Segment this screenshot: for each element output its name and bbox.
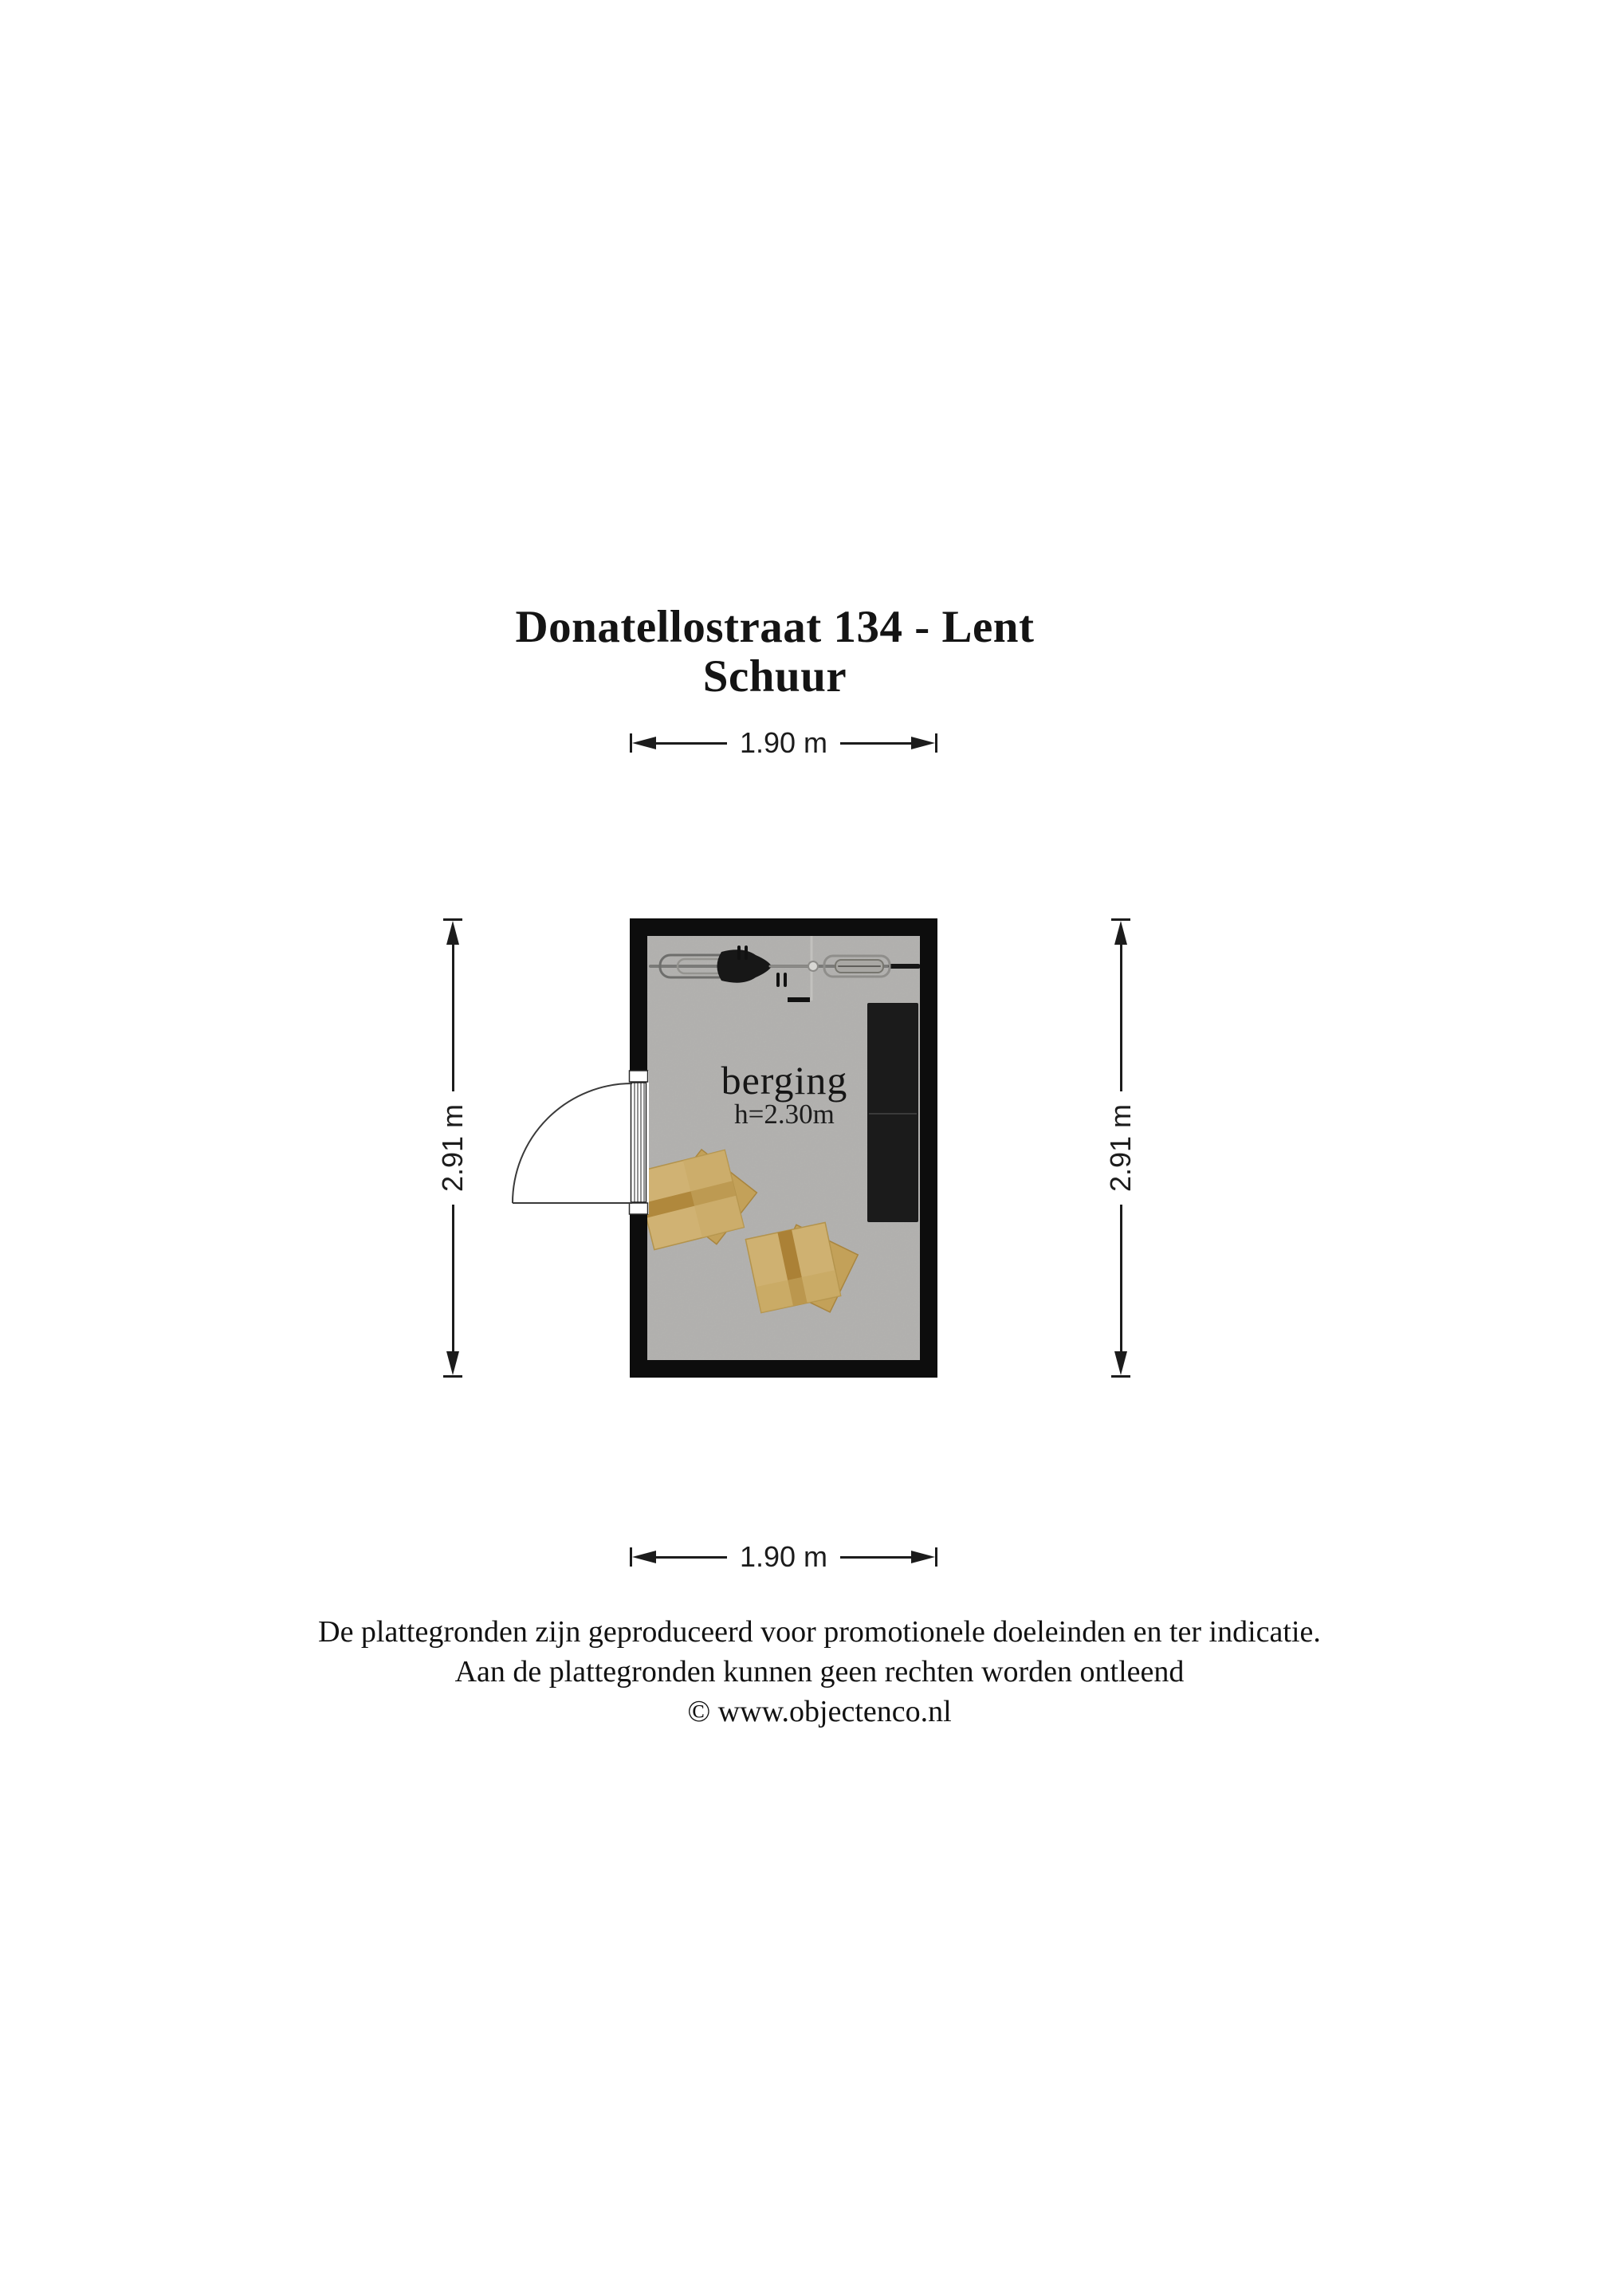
dimension-line <box>840 1556 911 1559</box>
dimension-line <box>656 742 727 745</box>
title-address: Donatellostraat 134 - Lent <box>515 602 1035 652</box>
dimension-line <box>840 742 911 745</box>
arrowhead-left-icon <box>632 737 656 749</box>
dimension-label: 2.91 m <box>1104 1103 1137 1193</box>
dimension-line <box>1120 945 1122 1091</box>
dimension-left <box>435 918 470 1378</box>
dimension-top <box>630 725 937 761</box>
dimension-end-tick <box>1111 1375 1130 1378</box>
dimension-end-tick <box>443 918 462 921</box>
disclaimer <box>318 1612 1321 1732</box>
dimension-end-tick <box>443 1375 462 1378</box>
page-title <box>516 603 1035 701</box>
arrowhead-down-icon <box>446 1351 459 1375</box>
dimension-line <box>1120 1205 1122 1351</box>
arrowhead-up-icon <box>446 921 459 945</box>
disclaimer-line-1: De plattegronden zijn geproduceerd voor promotionele doeleinden en ter indicatie. <box>318 1615 1321 1649</box>
dimension-end-tick <box>1111 918 1130 921</box>
arrowhead-right-icon <box>911 1551 935 1563</box>
dimension-line <box>452 945 454 1091</box>
dimension-label: 1.90 m <box>739 1540 828 1573</box>
arrowhead-left-icon <box>632 1551 656 1563</box>
cabinet <box>867 1003 918 1222</box>
copyright-line: © www.objectenco.nl <box>687 1695 952 1729</box>
title-floor: Schuur <box>702 651 847 702</box>
dimension-line <box>452 1205 454 1351</box>
dimension-label: 2.91 m <box>436 1103 469 1193</box>
dimension-line <box>656 1556 727 1559</box>
floorplan-drawing <box>478 902 957 1394</box>
dimension-end-tick <box>935 1547 937 1567</box>
dimension-bottom <box>630 1539 937 1575</box>
dimension-end-tick <box>935 733 937 753</box>
room-name-label: berging <box>721 1058 848 1103</box>
door-swing-arc <box>513 1083 632 1203</box>
arrowhead-right-icon <box>911 737 935 749</box>
arrowhead-up-icon <box>1114 921 1127 945</box>
door-icon <box>513 1071 649 1214</box>
room-height-label: h=2.30m <box>734 1099 835 1130</box>
dimension-right <box>1103 918 1138 1378</box>
disclaimer-line-2: Aan de plattegronden kunnen geen rechten worden ontleend <box>454 1655 1185 1689</box>
dimension-label: 1.90 m <box>739 726 828 759</box>
arrowhead-down-icon <box>1114 1351 1127 1375</box>
